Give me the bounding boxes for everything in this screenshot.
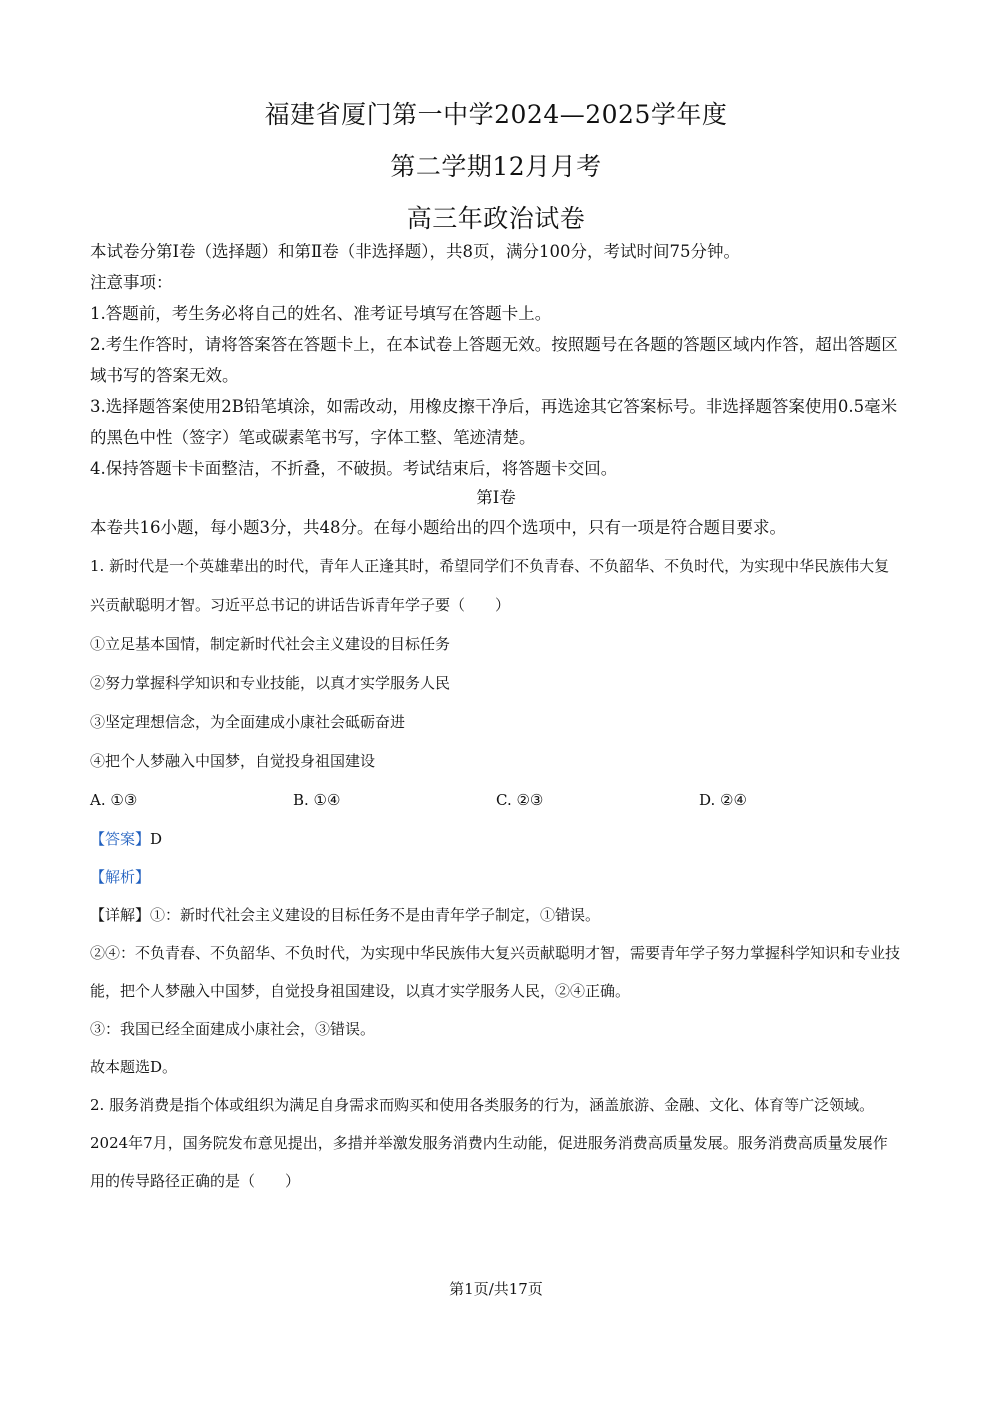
option-b: B. ①④ [293, 791, 341, 809]
detail-line-4: 故本题选D。 [90, 1058, 178, 1076]
detail-label: 【详解】 [90, 906, 151, 924]
title-line-3: 高三年政治试卷 [406, 204, 586, 233]
document-page [90, 100, 902, 1200]
question-2-stem: 2. 服务消费是指个体或组织为满足自身需求而购买和使用各类服务的行为，涵盖旅游、金融、文化、体育等广泛领域。2024年7月，国务院发布意见提出，多措并举激发服务消费内生动能，促进服务消费高质量发展。服务消费高质量发展作用的传导路径正确的是（ ） [90, 1096, 888, 1190]
answer-label: 【答案】 [90, 830, 151, 848]
option-a: A. ①③ [90, 791, 138, 809]
question-1-statement-2: ②努力掌握科学知识和专业技能，以真才实学服务人民 [90, 674, 451, 692]
page-footer: 第1页/共17页 [449, 1280, 543, 1298]
detail-first-text: ①：新时代社会主义建设的目标任务不是由青年学子制定，①错误。 [150, 906, 601, 924]
detail-line-2: ②④：不负青春、不负韶华、不负时代，为实现中华民族伟大复兴贡献聪明才智，需要青年学子努力掌握科学知识和专业技能，把个人梦融入中国梦，自觉投身祖国建设，以真才实学服务人民，②④正确。 [90, 944, 901, 1000]
analysis-label: 【解析】 [90, 868, 151, 886]
title-line-1: 福建省厦门第一中学2024—2025学年度 [264, 100, 728, 129]
answer-line [90, 820, 902, 858]
intro-text: 本试卷分第Ⅰ卷（选择题）和第Ⅱ卷（非选择题），共8页，满分100分，考试时间75分钟。 [90, 242, 740, 261]
notice-heading: 注意事项： [90, 273, 173, 292]
title-line-2: 第二学期12月月考 [390, 152, 602, 181]
question-1-statement-4: ④把个人梦融入中国梦，自觉投身祖国建设 [90, 752, 376, 770]
answer-value: D [150, 830, 163, 848]
question-1-stem: 1. 新时代是一个英雄辈出的时代，青年人正逢其时，希望同学们不负青春、不负韶华、不负时代，为实现中华民族伟大复兴贡献聪明才智。习近平总书记的讲话告诉青年学子要（ ） [90, 557, 890, 614]
section-title: 第Ⅰ卷 [476, 488, 516, 507]
option-c: C. ②③ [496, 791, 544, 809]
detail-line-3: ③：我国已经全面建成小康社会，③错误。 [90, 1020, 376, 1038]
question-1-statement-1: ①立足基本国情，制定新时代社会主义建设的目标任务 [90, 635, 451, 653]
notice-item-3: 3.选择题答案使用2B铅笔填涂，如需改动，用橡皮擦干净后，再选途其它答案标号。非选择题答案使用0.5毫米的黑色中性（签字）笔或碳素笔书写，字体工整、笔迹清楚。 [90, 397, 898, 447]
detail-line-1 [90, 896, 902, 934]
option-d: D. ②④ [699, 791, 747, 809]
section-description: 本卷共16小题，每小题3分，共48分。在每小题给出的四个选项中，只有一项是符合题目要求。 [90, 518, 786, 537]
notice-item-1: 1.答题前，考生务必将自己的姓名、准考证号填写在答题卡上。 [90, 304, 552, 323]
question-1-statement-3: ③坚定理想信念，为全面建成小康社会砥砺奋进 [90, 713, 406, 731]
notice-item-4: 4.保持答题卡卡面整洁，不折叠，不破损。考试结束后，将答题卡交回。 [90, 459, 618, 478]
question-1-options [90, 781, 902, 820]
notice-item-2: 2.考生作答时，请将答案答在答题卡上，在本试卷上答题无效。按照题号在各题的答题区域内作答，超出答题区域书写的答案无效。 [90, 335, 898, 385]
